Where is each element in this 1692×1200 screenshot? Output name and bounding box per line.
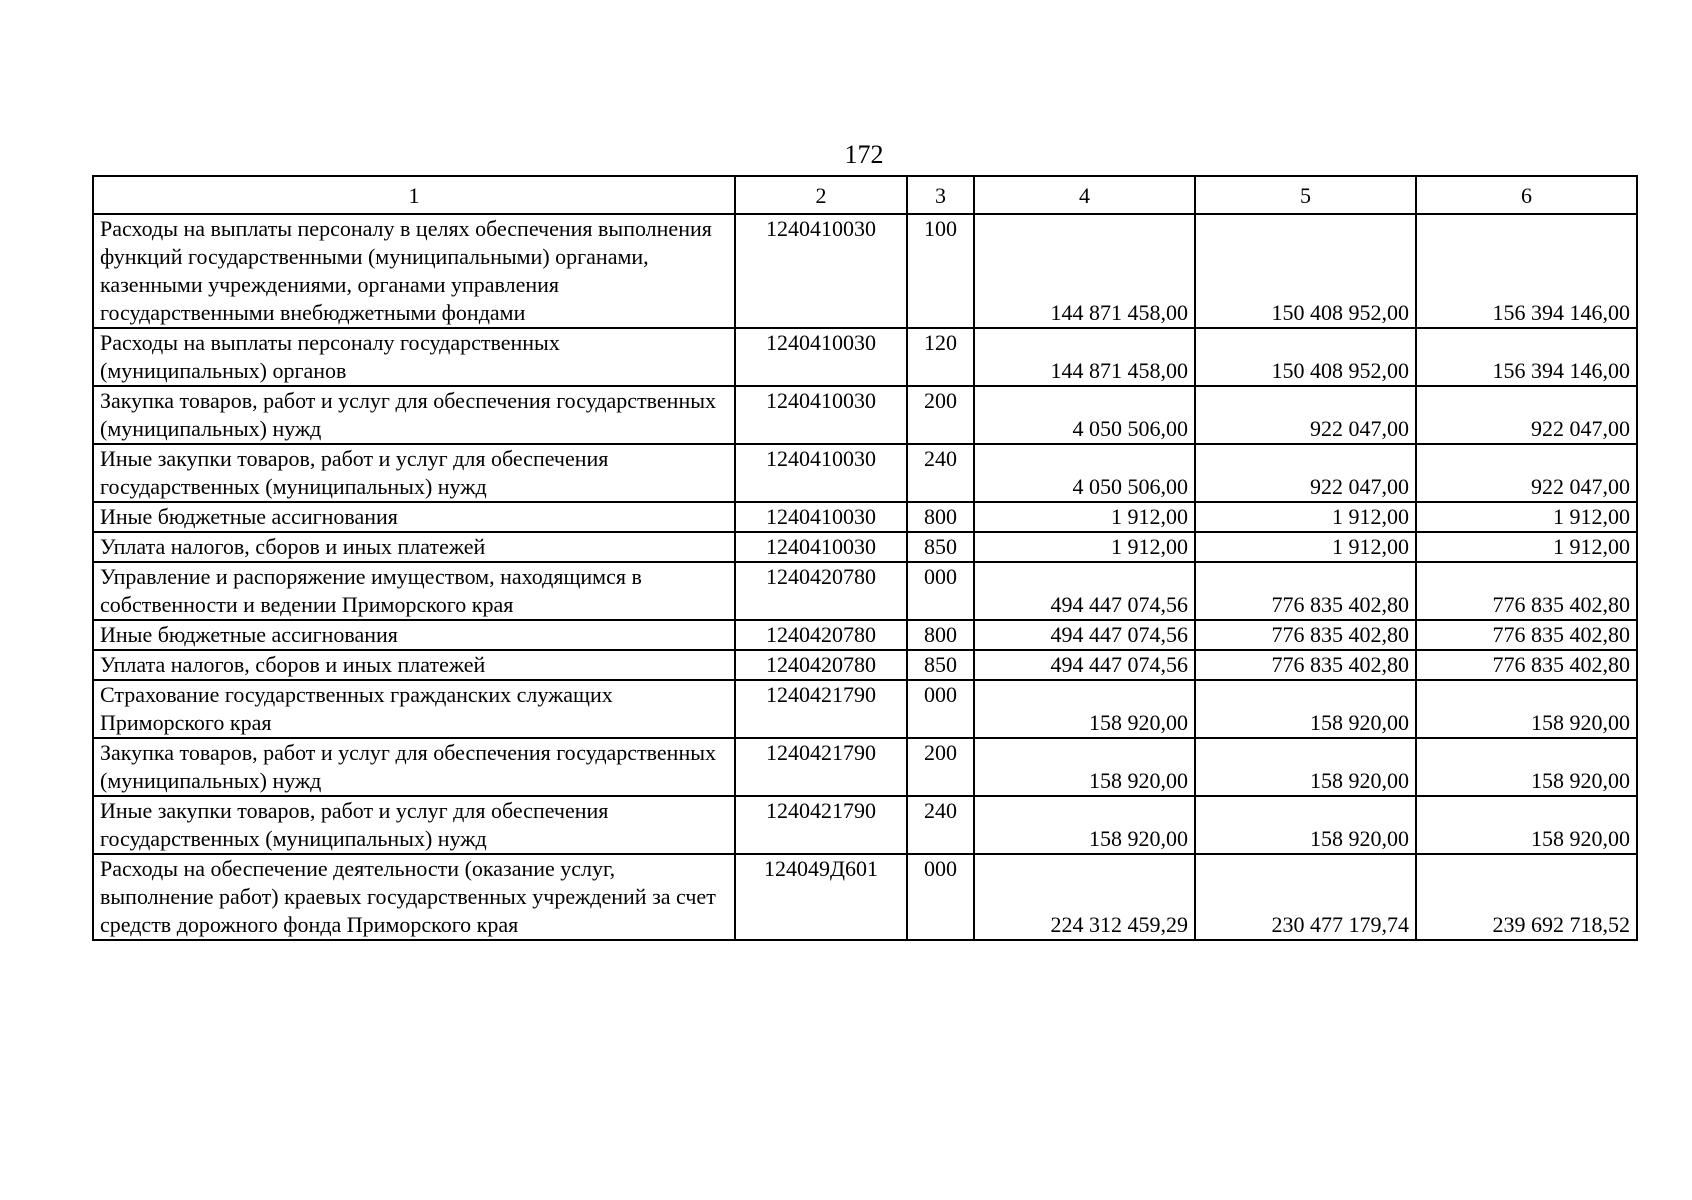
row-value-4: 144 871 458,00 [974, 328, 1195, 386]
row-name: Закупка товаров, работ и услуг для обеспечения государственных (муниципальных) нужд [93, 386, 735, 444]
row-value-6: 156 394 146,00 [1416, 214, 1637, 328]
row-value-4: 4 050 506,00 [974, 386, 1195, 444]
row-value-5: 158 920,00 [1195, 738, 1416, 796]
table-row [93, 328, 1637, 386]
table-row [93, 620, 1637, 650]
header-row [93, 176, 1637, 214]
row-code: 1240421790 [735, 796, 907, 854]
row-value-5: 922 047,00 [1195, 386, 1416, 444]
row-value-5: 158 920,00 [1195, 680, 1416, 738]
table-row [93, 796, 1637, 854]
row-value-5: 776 835 402,80 [1195, 650, 1416, 680]
table-row [93, 562, 1637, 620]
row-type: 200 [907, 386, 974, 444]
table-row [93, 214, 1637, 328]
row-name: Уплата налогов, сборов и иных платежей [93, 650, 735, 680]
row-name: Иные закупки товаров, работ и услуг для обеспечения государственных (муниципальных) нужд [93, 444, 735, 502]
budget-table [92, 175, 1638, 941]
table-row [93, 386, 1637, 444]
row-value-4: 158 920,00 [974, 738, 1195, 796]
row-name: Закупка товаров, работ и услуг для обеспечения государственных (муниципальных) нужд [93, 738, 735, 796]
row-value-4: 224 312 459,29 [974, 854, 1195, 940]
row-value-6: 156 394 146,00 [1416, 328, 1637, 386]
row-value-4: 494 447 074,56 [974, 620, 1195, 650]
row-value-6: 1 912,00 [1416, 532, 1637, 562]
row-name: Иные бюджетные ассигнования [93, 620, 735, 650]
row-code: 1240410030 [735, 214, 907, 328]
row-type: 120 [907, 328, 974, 386]
row-value-6: 239 692 718,52 [1416, 854, 1637, 940]
row-code: 1240420780 [735, 650, 907, 680]
row-value-4: 494 447 074,56 [974, 562, 1195, 620]
row-value-6: 1 912,00 [1416, 502, 1637, 532]
page-number: 172 [844, 140, 884, 169]
row-type: 000 [907, 854, 974, 940]
row-name: Расходы на выплаты персоналу в целях обеспечения выполнения функций государственными (муниципальными) органами, казенными учреждениями, органами управления государственными внебюджетными фондами [93, 214, 735, 328]
header-col-6: 6 [1416, 176, 1637, 214]
row-value-5: 1 912,00 [1195, 502, 1416, 532]
row-type: 000 [907, 680, 974, 738]
row-value-6: 776 835 402,80 [1416, 562, 1637, 620]
row-value-4: 494 447 074,56 [974, 650, 1195, 680]
row-value-4: 1 912,00 [974, 532, 1195, 562]
row-name: Расходы на обеспечение деятельности (оказание услуг, выполнение работ) краевых государственных учреждений за счет средств дорожного фонда Приморского края [93, 854, 735, 940]
row-type: 850 [907, 532, 974, 562]
table-row [93, 502, 1637, 532]
row-code: 1240421790 [735, 738, 907, 796]
row-value-6: 158 920,00 [1416, 738, 1637, 796]
table-row [93, 650, 1637, 680]
row-value-4: 158 920,00 [974, 796, 1195, 854]
row-type: 240 [907, 796, 974, 854]
table-row [93, 854, 1637, 940]
row-code: 1240410030 [735, 532, 907, 562]
row-value-6: 776 835 402,80 [1416, 620, 1637, 650]
row-name: Управление и распоряжение имуществом, находящимся в собственности и ведении Приморского края [93, 562, 735, 620]
row-type: 800 [907, 502, 974, 532]
header-col-4: 4 [974, 176, 1195, 214]
row-value-5: 776 835 402,80 [1195, 562, 1416, 620]
row-code: 1240410030 [735, 502, 907, 532]
row-value-5: 1 912,00 [1195, 532, 1416, 562]
row-value-5: 158 920,00 [1195, 796, 1416, 854]
row-value-5: 150 408 952,00 [1195, 214, 1416, 328]
row-value-4: 1 912,00 [974, 502, 1195, 532]
row-code: 1240420780 [735, 620, 907, 650]
row-name: Страхование государственных гражданских служащих Приморского края [93, 680, 735, 738]
row-value-5: 922 047,00 [1195, 444, 1416, 502]
row-type: 800 [907, 620, 974, 650]
row-type: 100 [907, 214, 974, 328]
row-value-6: 922 047,00 [1416, 444, 1637, 502]
row-type: 000 [907, 562, 974, 620]
header-col-1: 1 [93, 176, 735, 214]
row-value-5: 150 408 952,00 [1195, 328, 1416, 386]
row-type: 850 [907, 650, 974, 680]
row-value-5: 230 477 179,74 [1195, 854, 1416, 940]
row-code: 1240410030 [735, 328, 907, 386]
row-code: 1240410030 [735, 444, 907, 502]
row-value-4: 158 920,00 [974, 680, 1195, 738]
row-name: Иные бюджетные ассигнования [93, 502, 735, 532]
row-value-6: 158 920,00 [1416, 680, 1637, 738]
row-code: 124049Д601 [735, 854, 907, 940]
row-value-4: 144 871 458,00 [974, 214, 1195, 328]
header-col-5: 5 [1195, 176, 1416, 214]
row-value-4: 4 050 506,00 [974, 444, 1195, 502]
row-name: Иные закупки товаров, работ и услуг для обеспечения государственных (муниципальных) нужд [93, 796, 735, 854]
row-type: 200 [907, 738, 974, 796]
table-row [93, 532, 1637, 562]
row-type: 240 [907, 444, 974, 502]
row-value-6: 776 835 402,80 [1416, 650, 1637, 680]
row-name: Расходы на выплаты персоналу государственных (муниципальных) органов [93, 328, 735, 386]
table-row [93, 444, 1637, 502]
table-row [93, 738, 1637, 796]
header-col-2: 2 [735, 176, 907, 214]
row-code: 1240410030 [735, 386, 907, 444]
row-value-5: 776 835 402,80 [1195, 620, 1416, 650]
row-value-6: 158 920,00 [1416, 796, 1637, 854]
row-code: 1240421790 [735, 680, 907, 738]
row-value-6: 922 047,00 [1416, 386, 1637, 444]
header-col-3: 3 [907, 176, 974, 214]
row-code: 1240420780 [735, 562, 907, 620]
table-row [93, 680, 1637, 738]
row-name: Уплата налогов, сборов и иных платежей [93, 532, 735, 562]
